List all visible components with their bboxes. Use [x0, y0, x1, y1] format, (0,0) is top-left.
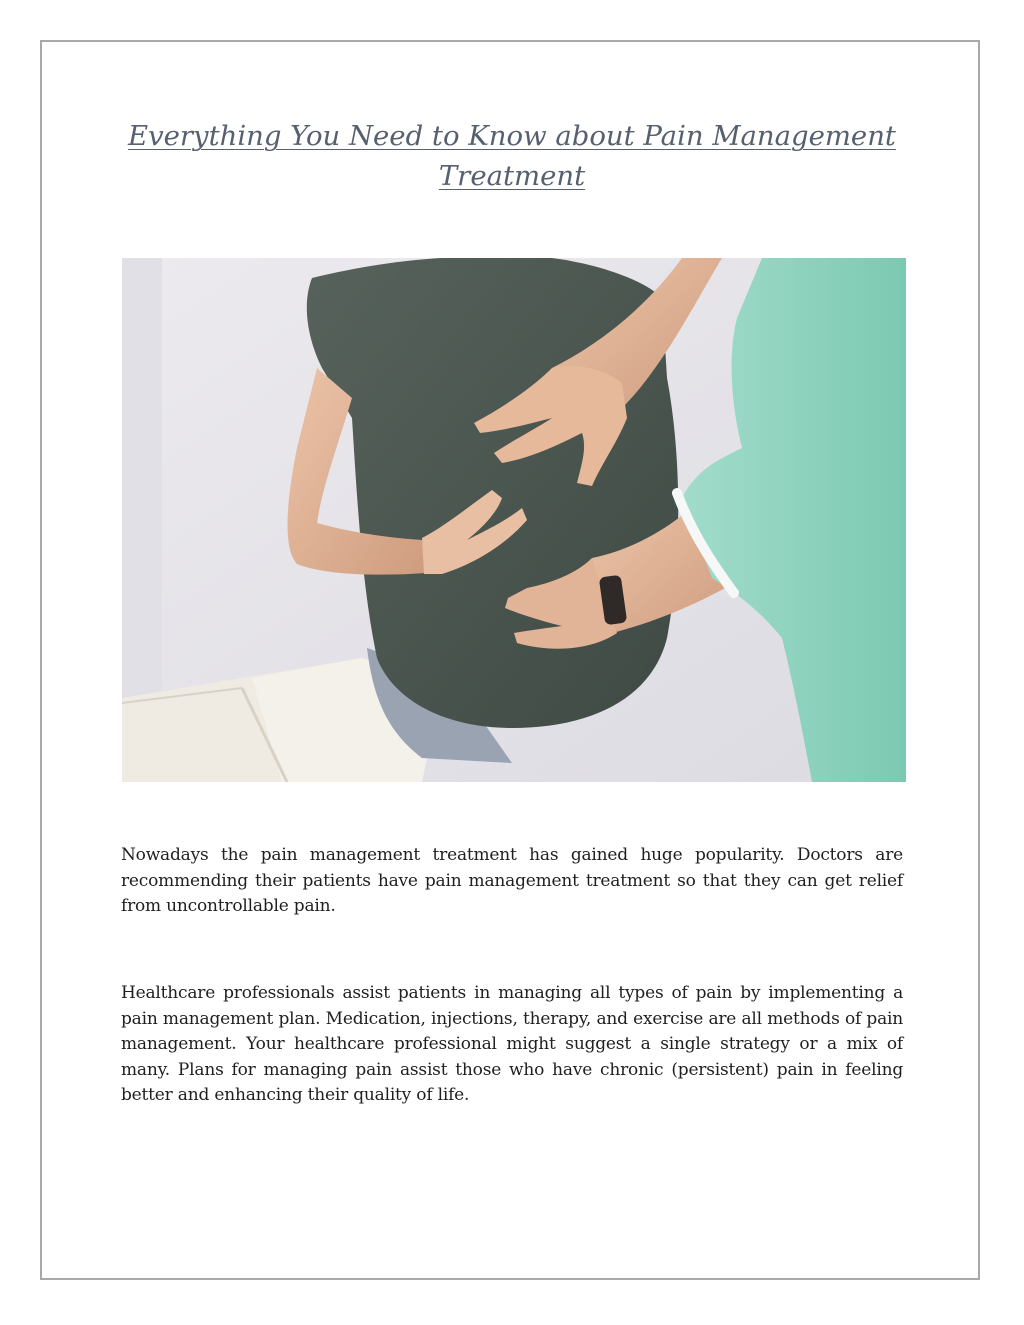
paragraph-intro: Nowadays the pain management treatment has gained huge popularity. Doctors are recommending their patients have pain management treatment so that they can get relief from uncontrollable pain.	[121, 845, 903, 916]
document-title: Everything You Need to Know about Pain Management Treatment	[128, 120, 896, 192]
paragraph-healthcare: Healthcare professionals assist patients in managing all types of pain by implementing a pain management plan. Medication, injections, therapy, and exercise are all methods of pain management. Your healthcare professional might suggest a single strategy or a mix of many. Plans for managing pain assist those who have chronic (persistent) pain in feeling better and enhancing their quality of life.	[121, 983, 903, 1105]
hero-photo	[122, 258, 906, 782]
